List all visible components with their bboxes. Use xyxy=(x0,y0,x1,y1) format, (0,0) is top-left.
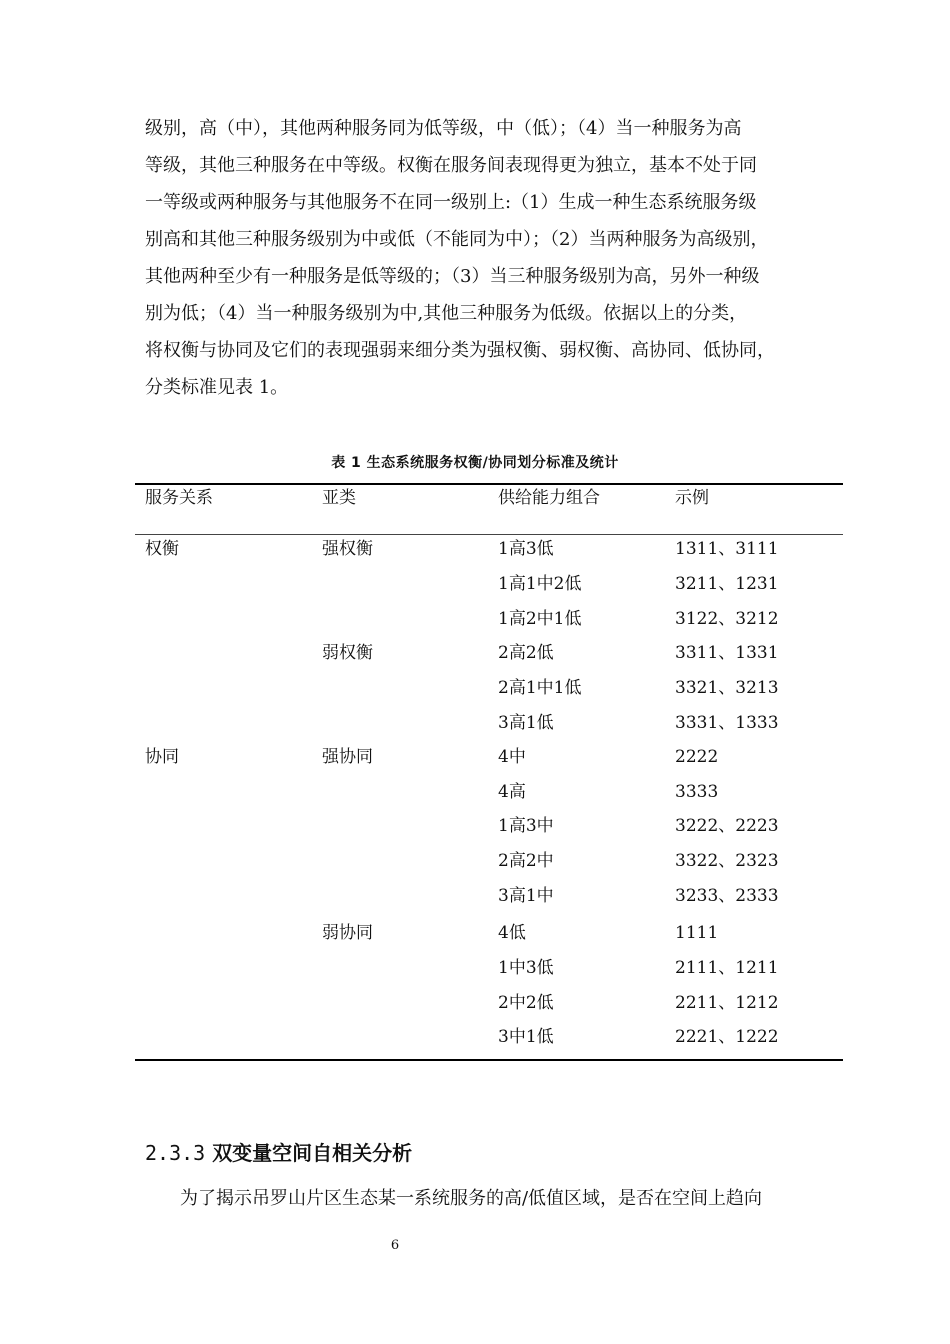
paragraph-line: 分类标准见表 1。 xyxy=(145,377,289,398)
row-cell-example: 2221、1222 xyxy=(675,1027,779,1047)
row-cell-example: 3331、1333 xyxy=(675,713,779,733)
row-cell-example: 3211、1231 xyxy=(675,574,779,594)
row-cell-example: 1111 xyxy=(675,923,719,943)
body-paragraph xyxy=(145,110,825,406)
paragraph-line: 等级，其他三种服务在中等级。权衡在服务间表现得更为独立，基本不处于同 xyxy=(145,155,757,176)
row-cell-combo: 2高2中 xyxy=(498,851,554,871)
row-cell-example: 2211、1212 xyxy=(675,993,779,1013)
row-cell-combo: 1高2中1低 xyxy=(498,609,582,629)
section-title: 双变量空间自相关分析 xyxy=(212,1141,413,1165)
row-cell-example: 3233、2333 xyxy=(675,886,779,906)
section-number: 2.3.3 xyxy=(145,1141,206,1165)
row-cell-combo: 3高1中 xyxy=(498,886,554,906)
header-cell-subtype: 亚类 xyxy=(322,488,356,508)
section-heading xyxy=(145,1137,412,1166)
row-cell-example: 3333 xyxy=(675,782,719,802)
row-cell-combo: 1高3中 xyxy=(498,816,554,836)
table-caption: 表 1 生态系统服务权衡/协同划分标准及统计 xyxy=(331,455,619,471)
row-cell-example: 3322、2323 xyxy=(675,851,779,871)
row-cell-combo: 1中3低 xyxy=(498,958,554,978)
body-paragraph-line: 为了揭示吊罗山片区生态某一系统服务的高/低值区域，是否在空间上趋向 xyxy=(180,1188,763,1209)
row-cell-combo: 3高1低 xyxy=(498,713,554,733)
row-cell-subtype: 强权衡 xyxy=(322,539,373,559)
row-cell-combo: 3中1低 xyxy=(498,1027,554,1047)
paragraph-line: 别为低；（4）当一种服务级别为中,其他三种服务为低级。依据以上的分类， xyxy=(145,303,748,324)
table-header-rule xyxy=(135,534,843,535)
row-cell-example: 2111、1211 xyxy=(675,958,779,978)
paragraph-line: 别高和其他三种服务级别为中或低（不能同为中）；（2）当两种服务为高级别， xyxy=(145,229,769,250)
row-cell-example: 2222 xyxy=(675,747,719,767)
row-cell-combo: 2高2低 xyxy=(498,643,554,663)
header-cell-combo: 供给能力组合 xyxy=(498,488,600,508)
row-cell-example: 3122、3212 xyxy=(675,609,779,629)
row-cell-combo: 1高3低 xyxy=(498,539,554,559)
table-bottom-rule xyxy=(135,1059,843,1061)
paragraph-line: 其他两种至少有一种服务是低等级的；（3）当三种服务级别为高，另外一种级 xyxy=(145,266,760,287)
row-cell-relation: 权衡 xyxy=(145,539,179,559)
row-cell-combo: 4高 xyxy=(498,782,526,802)
row-cell-combo: 1高1中2低 xyxy=(498,574,582,594)
paragraph-line: 一等级或两种服务与其他服务不在同一级别上:（1）生成一种生态系统服务级 xyxy=(145,192,757,213)
row-cell-relation: 协同 xyxy=(145,747,179,767)
row-cell-combo: 2高1中1低 xyxy=(498,678,582,698)
row-cell-subtype: 弱权衡 xyxy=(322,643,373,663)
paragraph-line: 级别，高（中），其他两种服务同为低等级，中（低）；（4）当一种服务为高 xyxy=(145,118,742,139)
row-cell-example: 3311、1331 xyxy=(675,643,779,663)
page-number: 6 xyxy=(390,1238,400,1253)
header-cell-relation: 服务关系 xyxy=(145,488,213,508)
row-cell-subtype: 强协同 xyxy=(322,747,373,767)
row-cell-example: 1311、3111 xyxy=(675,539,779,559)
row-cell-subtype: 弱协同 xyxy=(322,923,373,943)
row-cell-example: 3222、2223 xyxy=(675,816,779,836)
table-top-rule xyxy=(135,483,843,485)
row-cell-combo: 4中 xyxy=(498,747,526,767)
row-cell-combo: 2中2低 xyxy=(498,993,554,1013)
row-cell-combo: 4低 xyxy=(498,923,526,943)
header-cell-example: 示例 xyxy=(675,488,709,508)
paragraph-line: 将权衡与协同及它们的表现强弱来细分类为强权衡、弱权衡、高协同、低协同， xyxy=(145,340,775,361)
row-cell-example: 3321、3213 xyxy=(675,678,779,698)
